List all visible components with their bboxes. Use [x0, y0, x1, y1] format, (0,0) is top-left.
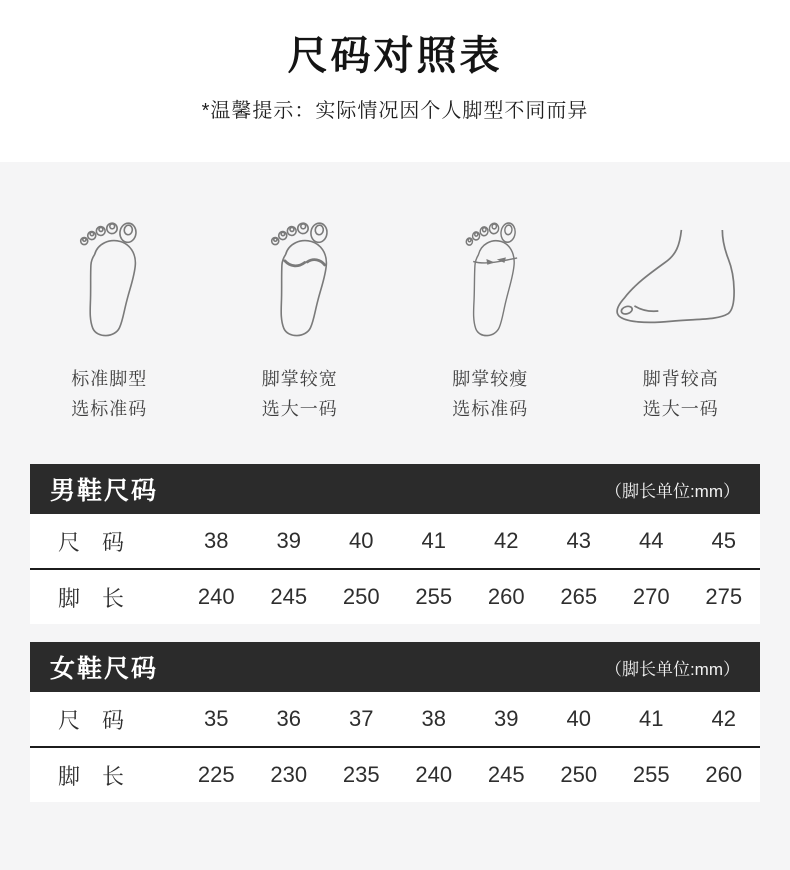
row-label: 脚 长 — [58, 585, 125, 611]
foot-guide-line2: 选大一码 — [261, 399, 338, 419]
size-value: 39 — [494, 706, 519, 731]
foot-type-guide — [0, 162, 790, 424]
size-value: 36 — [276, 706, 301, 731]
foot-guide-line2: 选标准码 — [71, 399, 148, 419]
size-value: 44 — [639, 528, 664, 553]
foot-instep-icon — [608, 218, 753, 346]
size-value: 38 — [421, 706, 446, 731]
size-value: 43 — [566, 528, 591, 553]
footlength-value: 270 — [632, 584, 670, 609]
size-value: 39 — [276, 528, 301, 553]
men-table-body — [30, 514, 760, 624]
foot-guide-line1: 脚掌较瘦 — [452, 369, 529, 389]
men-table-unit-note: （脚长单位:mm） — [604, 481, 740, 501]
women-footlength-row — [30, 748, 760, 802]
foot-guide-line1: 标准脚型 — [71, 369, 148, 389]
foot-guide-caption — [643, 364, 719, 424]
footlength-value: 240 — [197, 584, 235, 609]
size-value: 41 — [421, 528, 446, 553]
men-size-table — [30, 464, 760, 624]
footlength-value: 240 — [415, 762, 453, 787]
foot-guide-item-standard — [14, 218, 205, 424]
foot-guide-item-instep — [586, 218, 777, 424]
footlength-value: 230 — [270, 762, 308, 787]
size-value: 41 — [639, 706, 664, 731]
footlength-value: 255 — [632, 762, 670, 787]
page-title: 尺码对照表 — [287, 34, 503, 78]
women-size-table — [30, 642, 760, 802]
row-label: 脚 长 — [58, 763, 125, 789]
women-table-title: 女鞋尺码 — [50, 655, 159, 683]
women-table-body — [30, 692, 760, 802]
women-size-row — [30, 692, 760, 746]
foot-guide-line2: 选标准码 — [452, 399, 529, 419]
row-label: 尺 码 — [58, 529, 125, 555]
foot-wide-icon — [252, 218, 348, 346]
footlength-value: 260 — [705, 762, 743, 787]
size-value: 35 — [204, 706, 229, 731]
foot-guide-item-narrow — [395, 218, 586, 424]
size-value: 40 — [566, 706, 591, 731]
size-value: 40 — [349, 528, 374, 553]
footlength-value: 275 — [705, 584, 743, 609]
footlength-value: 245 — [487, 762, 525, 787]
men-table-header — [30, 464, 760, 514]
men-footlength-row — [30, 570, 760, 624]
row-label: 尺 码 — [58, 707, 125, 733]
footlength-value: 250 — [342, 584, 380, 609]
women-table-unit-note: （脚长单位:mm） — [604, 659, 740, 679]
foot-guide-line1: 脚背较高 — [642, 369, 719, 389]
size-value: 37 — [349, 706, 374, 731]
size-value: 42 — [711, 706, 736, 731]
footlength-value: 255 — [415, 584, 453, 609]
page-header — [0, 0, 790, 162]
size-value: 42 — [494, 528, 519, 553]
men-table-title: 男鞋尺码 — [50, 477, 159, 505]
foot-narrow-icon — [442, 218, 538, 346]
foot-guide-caption — [262, 364, 338, 424]
page-subtitle: *温馨提示：实际情况因个人脚型不同而异 — [201, 100, 589, 122]
footlength-value: 235 — [342, 762, 380, 787]
size-value: 45 — [711, 528, 736, 553]
foot-guide-caption — [71, 364, 147, 424]
size-value: 38 — [204, 528, 229, 553]
footlength-value: 265 — [560, 584, 598, 609]
foot-guide-line1: 脚掌较宽 — [261, 369, 338, 389]
footlength-value: 250 — [560, 762, 598, 787]
footlength-value: 225 — [197, 762, 235, 787]
men-size-row — [30, 514, 760, 568]
foot-guide-item-wide — [205, 218, 396, 424]
foot-guide-line2: 选大一码 — [642, 399, 719, 419]
women-table-header — [30, 642, 760, 692]
footlength-value: 260 — [487, 584, 525, 609]
footlength-value: 245 — [270, 584, 308, 609]
foot-guide-caption — [452, 364, 528, 424]
foot-standard-icon — [61, 218, 157, 346]
